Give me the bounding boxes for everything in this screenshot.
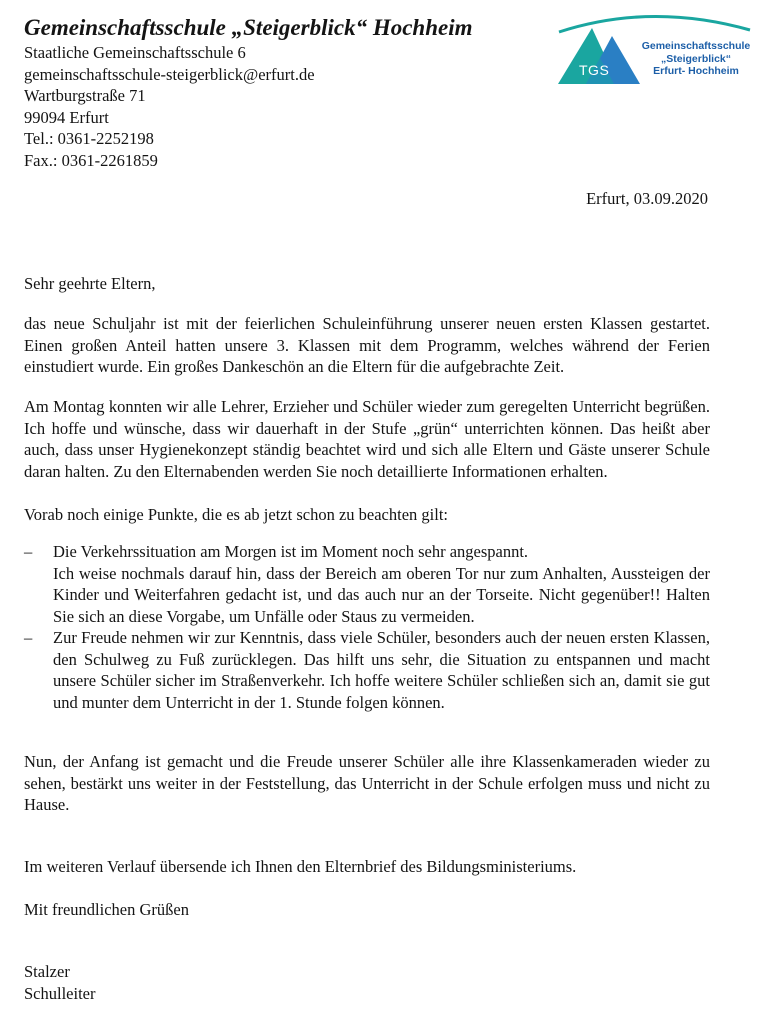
paragraph-2: Am Montag konnten wir alle Lehrer, Erzieher und Schüler wieder zum geregelten Unterricht begrüßen. Ich hoffe und wünsche, dass wir dauerhaft in der Stufe „grün“ unterrichten können. Das heißt aber auch, dass unser Hygienekonzept ständig beachtet wird und sich alle Eltern und Gäste unserer Schule daran halten. Zu den Elternabenden werden Sie noch detaillierte Informationen erhalten. — [24, 397, 710, 481]
list-item-text: Zur Freude nehmen wir zur Kenntnis, dass viele Schüler, besonders auch der neuen ersten Klassen, den Schulweg zu Fuß zurücklegen. Das hilft uns sehr, die Situation zu entspannen und macht unsere Schüler sicher im Straßenverkehr. Ich hoffe weitere Schüler schließen sich an, damit sie gut und munter dem Unterricht in der 1. Stunde folgen können. — [53, 628, 710, 712]
logo-text-line-2: „Steigerblick“ — [660, 52, 732, 65]
closing-phrase: Mit freundlichen Grüßen — [24, 900, 189, 919]
address-line-street: Wartburgstraße 71 — [24, 86, 146, 105]
address-line-city: 99094 Erfurt — [24, 107, 109, 127]
logo-text — [638, 40, 754, 78]
paragraph-1: das neue Schuljahr ist mit der feierlichen Schuleinführung unserer neuen ersten Klassen gestartet. Einen großen Anteil hatten unsere 3. Klassen mit dem Programm, welches während der Ferien einstudiert wurde. Ein großes Dankeschön an die Eltern für die aufgebrachte Zeit. — [24, 314, 710, 376]
paragraph-2-tail: Vorab noch einige Punkte, die es ab jetzt schon zu beachten gilt: — [24, 505, 448, 524]
logo-text-line-3: Erfurt- Hochheim — [653, 65, 739, 77]
signature-title: Schulleiter — [24, 983, 96, 1003]
address-line-email: gemeinschaftsschule-steigerblick@erfurt.de — [24, 64, 315, 84]
notice-list — [24, 541, 710, 713]
bullet-dash: – — [24, 542, 33, 561]
school-name-heading: Gemeinschaftsschule „Steigerblick“ Hochheim — [24, 15, 473, 40]
signature-block — [24, 961, 95, 1004]
letterhead-address — [24, 42, 315, 171]
list-item — [24, 627, 710, 713]
bullet-dash: – — [24, 628, 33, 647]
school-logo — [556, 10, 756, 90]
list-item-text: Ich weise nochmals darauf hin, dass der Bereich am oberen Tor nur zum Anhalten, Aussteigen der Kinder und Weiterfahren gedacht ist, und das auch nur an der Torseite. Nicht gegenüber!! Halten Sie sich an diese Vorgabe, um Unfälle oder Staus zu vermeiden. — [53, 563, 710, 626]
signature-name: Stalzer — [24, 962, 70, 981]
paragraph-4: Im weiteren Verlauf übersende ich Ihnen den Elternbrief des Bildungsministeriums. — [24, 857, 577, 876]
salutation: Sehr geehrte Eltern, — [24, 274, 156, 293]
logo-abbreviation: TGS — [579, 62, 610, 78]
address-line-phone: Tel.: 0361-2252198 — [24, 129, 154, 148]
letter-date: Erfurt, 03.09.2020 — [586, 189, 708, 208]
paragraph-3: Nun, der Anfang ist gemacht und die Freude unserer Schüler alle ihre Klassenkameraden wieder zu sehen, bestärkt uns weiter in der Feststellung, das Unterricht in der Schule erfolgen muss und nicht zu Hause. — [24, 752, 710, 814]
address-line-fax: Fax.: 0361-2261859 — [24, 150, 158, 170]
list-item-first-line: Die Verkehrssituation am Morgen ist im Moment noch sehr angespannt. — [53, 542, 529, 561]
list-item — [24, 541, 710, 627]
logo-text-line-1: Gemeinschaftsschule — [641, 40, 751, 52]
address-line-school-type: Staatliche Gemeinschaftsschule 6 — [24, 43, 246, 62]
